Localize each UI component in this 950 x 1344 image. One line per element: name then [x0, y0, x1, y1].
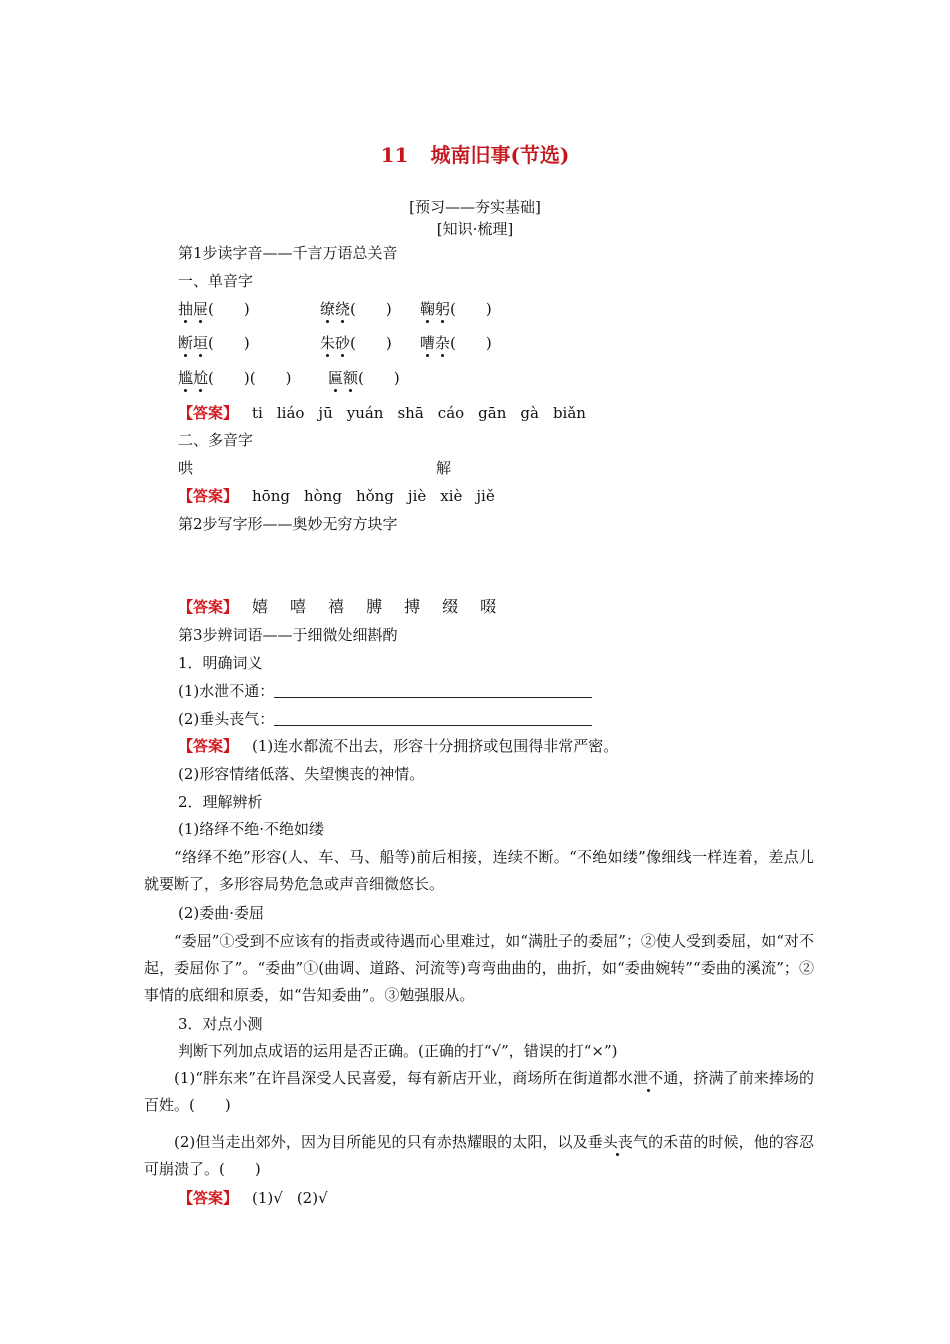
word-item: 鞠躬( )	[420, 300, 492, 318]
multi-char-heading: 二、多音字	[178, 431, 254, 449]
answer-line	[178, 1187, 342, 1209]
pinyin: yuán	[346, 404, 384, 422]
pinyin: liáo	[276, 404, 305, 422]
answer-tag: 【答案】	[178, 404, 239, 422]
pinyin: biǎn	[552, 404, 586, 422]
char: 嘻	[290, 597, 307, 616]
test-item	[144, 1065, 814, 1119]
pinyin: gà	[520, 404, 539, 422]
dotted-char: 缭	[320, 300, 336, 318]
answer-tag: 【答案】	[178, 1189, 239, 1207]
answer-line	[178, 735, 618, 757]
dotted-idiom: 水泄不通	[617, 1069, 679, 1087]
section-header: [预习——夯实基础]	[409, 198, 541, 216]
dotted-char: 断	[178, 334, 194, 352]
pinyin: hǒng	[355, 487, 394, 505]
answer-blank[interactable]	[274, 711, 592, 726]
pinyin: jiè	[407, 487, 427, 505]
multi-char-a: 哄	[178, 459, 194, 477]
word-item: 朱砂( )	[320, 334, 392, 352]
test-instruction: 判断下列加点成语的运用是否正确。(正确的打“√”，错误的打“×”)	[178, 1042, 618, 1060]
pair-explanation: “络绎不绝”形容(人、车、马、船等)前后相接，连续不断。“不绝如缕”像细线一样连着，差点儿就要断了，多形容局势危急或声音细微悠长。	[144, 848, 814, 893]
title-number: 11	[380, 143, 409, 167]
char: 嬉	[252, 597, 269, 616]
page-title	[0, 144, 950, 166]
question-line	[178, 680, 592, 702]
answer-tag: 【答案】	[178, 487, 239, 505]
pair-title: (1)络绎不绝·不绝如缕	[178, 820, 325, 838]
pinyin: shā	[397, 404, 424, 422]
pinyin: gān	[478, 404, 507, 422]
char-answers	[252, 598, 518, 616]
step2-heading: 第2步写字形——奥妙无穷方块字	[178, 515, 398, 533]
step1-heading: 第1步读字音——千言万语总关音	[178, 244, 398, 262]
answer-text: (1)连水都流不出去，形容十分拥挤或包围得非常严密。	[252, 737, 619, 755]
word-item: 缭绕( )	[320, 300, 392, 318]
dotted-char: 尬	[193, 369, 209, 387]
char: 缀	[442, 597, 459, 616]
pinyin: hòng	[303, 487, 342, 505]
char: 啜	[480, 597, 497, 616]
pinyin: jiě	[476, 487, 495, 505]
pinyin: xiè	[440, 487, 463, 505]
dotted-char: 杂	[435, 334, 451, 352]
answer-tag: 【答案】	[178, 737, 239, 755]
word-item: 匾额( )	[328, 369, 400, 387]
question-label: (2)垂头丧气：	[178, 710, 275, 728]
title-text: 城南旧事(节选)	[430, 143, 570, 167]
test-text: ，挤满了前来捧场的百姓。( )	[144, 1069, 814, 1114]
step3-heading: 第3步辨词语——于细微处细斟酌	[178, 626, 398, 644]
analysis-heading: 2．理解辨析	[178, 793, 263, 811]
answer-line	[178, 596, 518, 618]
question-line	[178, 708, 592, 730]
answer-line	[178, 485, 509, 507]
dotted-char: 躬	[435, 300, 451, 318]
sub-header: [知识·梳理]	[436, 220, 514, 238]
word-item: 嘈杂( )	[420, 334, 492, 352]
answer-line	[178, 402, 600, 424]
dotted-char: 匾	[328, 369, 344, 387]
word-item: 抽屉( )	[178, 300, 250, 318]
question-label: (1)水泄不通：	[178, 682, 275, 700]
pinyin: cáo	[437, 404, 465, 422]
test-text: 的禾苗的时候，他的容忍可崩溃了。( )	[144, 1133, 814, 1178]
answer-text: (2)形容情绪低落、失望懊丧的神情。	[178, 765, 425, 783]
word-item: 尴尬( )( )	[178, 369, 292, 387]
test-item	[144, 1129, 814, 1183]
judgement-answers	[252, 1189, 342, 1207]
answer-blank[interactable]	[274, 683, 592, 698]
test-text: (2)但当走出郊外，因为目所能见的只有赤热耀眼的太阳，以及	[174, 1133, 588, 1151]
pinyin-answers	[252, 487, 509, 505]
test-heading: 3．对点小测	[178, 1015, 263, 1033]
dotted-idiom: 垂头丧气	[587, 1133, 649, 1151]
dotted-char: 嘈	[420, 334, 436, 352]
dotted-char: 绕	[335, 300, 351, 318]
answer-tag: 【答案】	[178, 598, 239, 616]
pinyin: ti	[252, 404, 263, 422]
dotted-char: 朱	[320, 334, 336, 352]
word-item: 断垣( )	[178, 334, 250, 352]
dotted-char: 屉	[193, 300, 209, 318]
judgement: (1)√	[252, 1189, 283, 1207]
test-text: (1)“胖东来”在许昌深受人民喜爱，每有新店开业，商场所在街道都	[174, 1069, 618, 1087]
dotted-char: 鞠	[420, 300, 436, 318]
char: 膊	[366, 597, 383, 616]
pinyin: hōng	[252, 487, 290, 505]
pair-explanation: “委屈”①受到不应该有的指责或待遇而心里难过，如“满肚子的委屈”；②使人受到委屈，如“对不起，委屈你了”。“委曲”①(曲调、道路、河流等)弯弯曲曲的，曲折，如“委曲婉转”“委曲的溪流”；②事情的底细和原委，如“告知委曲”。③勉强服从。	[144, 932, 814, 1004]
char: 搏	[404, 597, 421, 616]
dotted-char: 垣	[193, 334, 209, 352]
meaning-heading: 1．明确词义	[178, 654, 263, 672]
multi-char-b: 解	[436, 459, 452, 477]
dotted-char: 砂	[335, 334, 351, 352]
pinyin-answers	[252, 404, 600, 422]
pair-title: (2)委曲·委屈	[178, 904, 265, 922]
judgement: (2)√	[296, 1189, 328, 1207]
dotted-char: 尴	[178, 369, 194, 387]
single-char-heading: 一、单音字	[178, 272, 254, 290]
dotted-char: 抽	[178, 300, 194, 318]
char: 禧	[328, 597, 345, 616]
dotted-char: 额	[343, 369, 359, 387]
pinyin: jū	[318, 404, 333, 422]
